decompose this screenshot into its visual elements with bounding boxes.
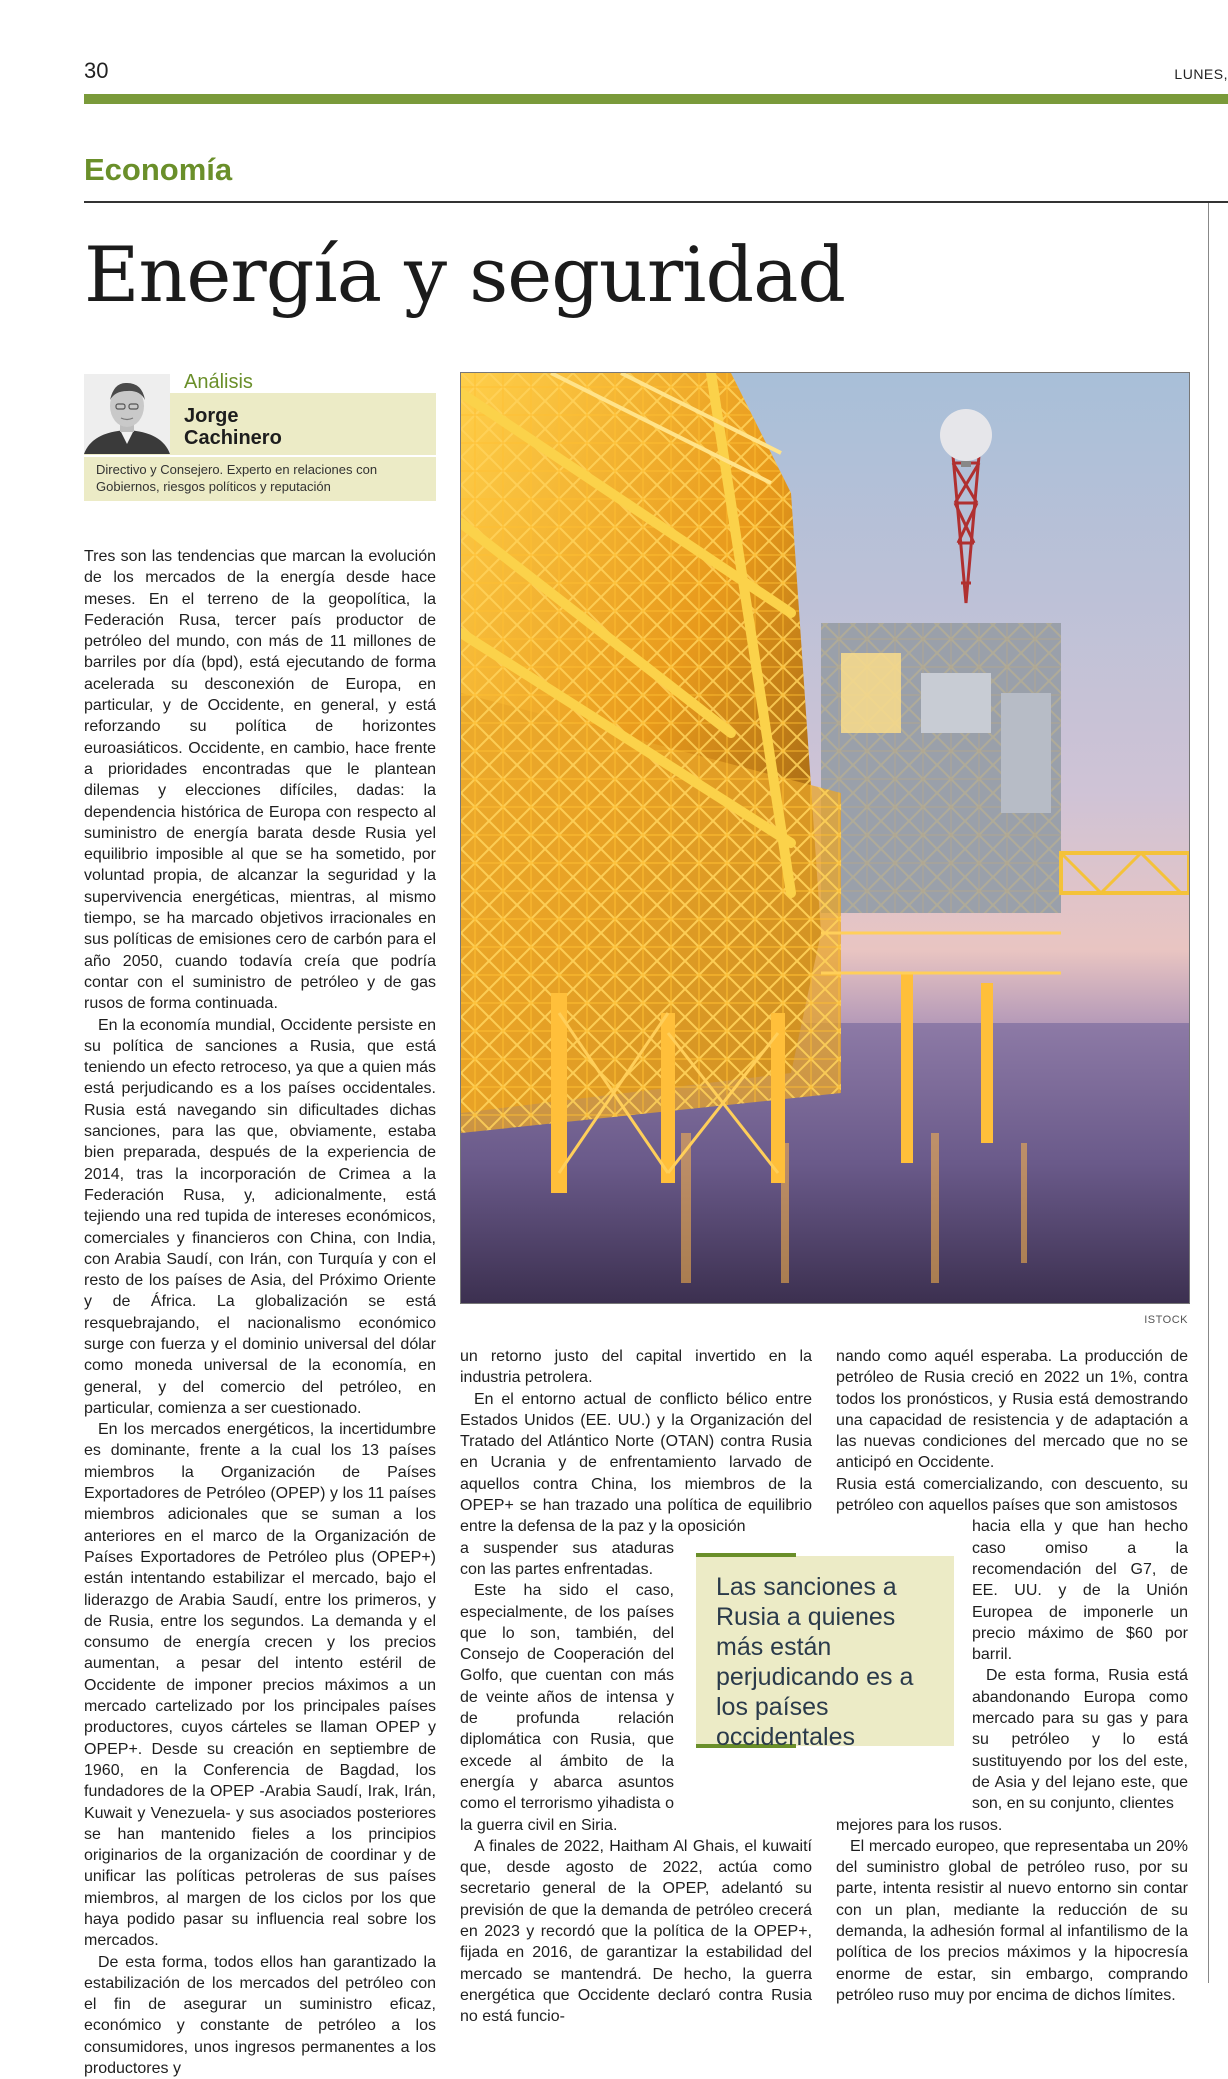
paragraph: Este ha sido el caso, especialmente, de los países que lo son, también, del Consejo de Cooperación del Golfo, que cuentan con más de veinte años de intensa y de profunda relación diplomática con Rusia, que excede al ámbito de la energía y abarca asuntos como el terrorismo yihadista o la guerra civil en Siria.: [460, 1582, 674, 1834]
paragraph: En el entorno actual de conflicto bélico entre Estados Unidos (EE. UU.) y la Organización del Tratado del Atlántico Norte (OTAN) contra Rusia en Ucrania y de enfrentamiento larvado de aquellos contra China, los miembros de la OPEP+ se han trazado una política de equilibrio entre la defensa de la paz y la oposición: [460, 1390, 812, 1536]
column-divider: [1208, 203, 1209, 1983]
paragraph: A finales de 2022, Haitham Al Ghais, el kuwaití que, desde agosto de 2022, actúa como secretario general de la OPEP, adelantó su previsión de que la demanda de petróleo crecerá en 2023 y recordó que la política de la OPEP+, fijada en 2016, de garantizar la estabilidad del mercado se mantendrá. De hecho, la guerra energética que Occidente declaró contra Rusia no está funcio-: [460, 1837, 812, 2026]
header-rule: [84, 94, 1228, 104]
page-number: 30: [84, 58, 109, 83]
paragraph: El mercado europeo, que representaba un 20% del suministro global de petróleo ruso, por su parte, intenta resistir al nuevo entorno sin contar con un plan, mediante la reducción de su demanda, la adhesión formal al infantilismo de la política de los precios máximos y la hipocresía enorme de estar, sin embargo, comprando petróleo ruso muy por encima de dichos límites.: [836, 1837, 1188, 2004]
issue-date: LUNES,: [1174, 66, 1228, 82]
section-label: Economía: [84, 152, 233, 187]
author-first-name: Jorge: [184, 405, 239, 427]
author-last-name: Cachinero: [184, 427, 282, 449]
paragraph: Tres son las tendencias que marcan la evolución de los mercados de la energía desde hace meses. En el terreno de la geopolítica, la Federación Rusa, tercer país productor de petróleo del mundo, con más de 11 millones de barriles por día (bpd), está ejecutando de forma acelerada su desconexión de Europa, en particular, y de Occidente, en general, y está reforzando su política de horizontes euroasiáticos. Occidente, en cambio, hace frente a prioridades encontradas que le plantean dilemas y elecciones difíciles, dadas: la dependencia histórica de Europa con respecto al suministro de energía barata desde Rusia yel equilibrio imposible al que se ha sometido, por voluntad propia, de alcanzar la seguridad y la supervivencia energéticas, mientras, al mismo tiempo, se ha marcado objetivos irracionales en sus políticas de emisiones cero de carbón para el año 2050, cuando todavía creía que podría contar con el suministro de petróleo y de gas rusos de forma continuada.: [84, 548, 436, 1013]
paragraph: un retorno justo del capital invertido en la industria petrolera.: [460, 1348, 812, 1387]
photo-credit: ISTOCK: [1144, 1314, 1188, 1326]
paragraph: mejores para los rusos.: [836, 1816, 1003, 1834]
paragraph: En la economía mundial, Occidente persiste en su política de sanciones a Rusia, que está teniendo un efecto retroceso, ya que a quien más está perjudicando es a los países occidentales. Rusia está navegando sin dificultades dichas sanciones, para las que, obviamente, estaba bien preparada, después de la experiencia de 2014, tras la incorporación de Crimea a la Federación Rusa, y, adicionalmente, está tejiendo una red tupida de intereses económicos, comerciales y financieros con China, con India, con Arabia Saudí, con Irán, con Turquía y con el resto de los países de Asia, del Próximo Oriente y de África. La globalización se está resquebrajando, el nacionalismo económico surge con fuerza y el dominio universal del dólar como moneda universal de la economía, en general, y del comercio del petróleo, en particular, comienza a ser cuestionado.: [84, 1016, 436, 1417]
paragraph: De esta forma, todos ellos han garantizado la estabilización de los mercados del petróleo con el fin de asegurar un suministro eficaz, económico y constante de petróleo a los consumidores, unos ingresos permanentes a los productores y: [84, 1953, 436, 2078]
headline: Energía y seguridad: [84, 230, 846, 319]
paragraph: Rusia está comercializando, con descuento, su petróleo con aquellos países que son amistosos: [836, 1475, 1188, 1515]
paragraph: a suspender sus ataduras con las partes enfrentadas.: [460, 1539, 674, 1578]
author-name: [184, 405, 282, 449]
article-column-1: [84, 546, 436, 2079]
author-photo: [84, 374, 170, 454]
paragraph: En los mercados energéticos, la incertidumbre es dominante, frente a la cual los 13 países miembros la Organización de Países Exportadores de Petróleo (OPEP) y los 11 países miembros adicionales que se suman a los anteriores en el marco de la Organización de Países Exportadores de Petróleo plus (OPEP+) están intentando estabilizar el mercado, bajo el liderazgo de Arabia Saudí, entre los primeros, y de Rusia, entre los segundos. La demanda y el consumo de energía crecen y los precios aumentan, a pesar del intento estéril de Occidente de imponer precios máximos a un mercado cartelizado por los principales países productores, cuyos cárteles se llaman OPEP y OPEP+. Desde su creación en septiembre de 1960, en la Conferencia de Bagdad, los fundadores de la OPEP -Arabia Saudí, Irak, Irán, Kuwait y Venezuela- y sus asociados posteriores se han mantenido fieles a los principios originarios de la organización de coordinar y de unificar las políticas petroleras de sus países miembros, al margen de los ciclos por los que haya podido pasar su influencia real sobre los mercados.: [84, 1421, 436, 1950]
author-bio: Directivo y Consejero. Experto en relaciones con Gobiernos, riesgos políticos y reputación: [96, 462, 378, 494]
paragraph: De esta forma, Rusia está abandonando Europa como mercado para su gas y para su petróleo y lo está sustituyendo por los del este, de Asia y del lejano este, que son, en su conjunto, clientes: [972, 1667, 1188, 1813]
offshore-platform-photo: [460, 372, 1190, 1304]
pull-quote: Las sanciones a Rusia a quienes más están perjudicando es a los países occidentales: [716, 1573, 914, 1751]
paragraph: hacia ella y que han hecho caso omiso a la recomendación del G7, de EE. UU. y de la Unión Europea de imponerle un precio máximo de $60 por barril.: [972, 1518, 1188, 1664]
paragraph: nando como aquél esperaba. La producción de petróleo de Rusia creció en 2022 un 1%, contra todos los pronósticos, y Rusia está demostrando una capacidad de resistencia y de adaptación a las nuevas condiciones del mercado que no se anticipó en Occidente.: [836, 1348, 1188, 1472]
analysis-label: Análisis: [184, 371, 253, 393]
pull-quote-rule: [696, 1553, 796, 1557]
section-rule: [84, 201, 1228, 203]
